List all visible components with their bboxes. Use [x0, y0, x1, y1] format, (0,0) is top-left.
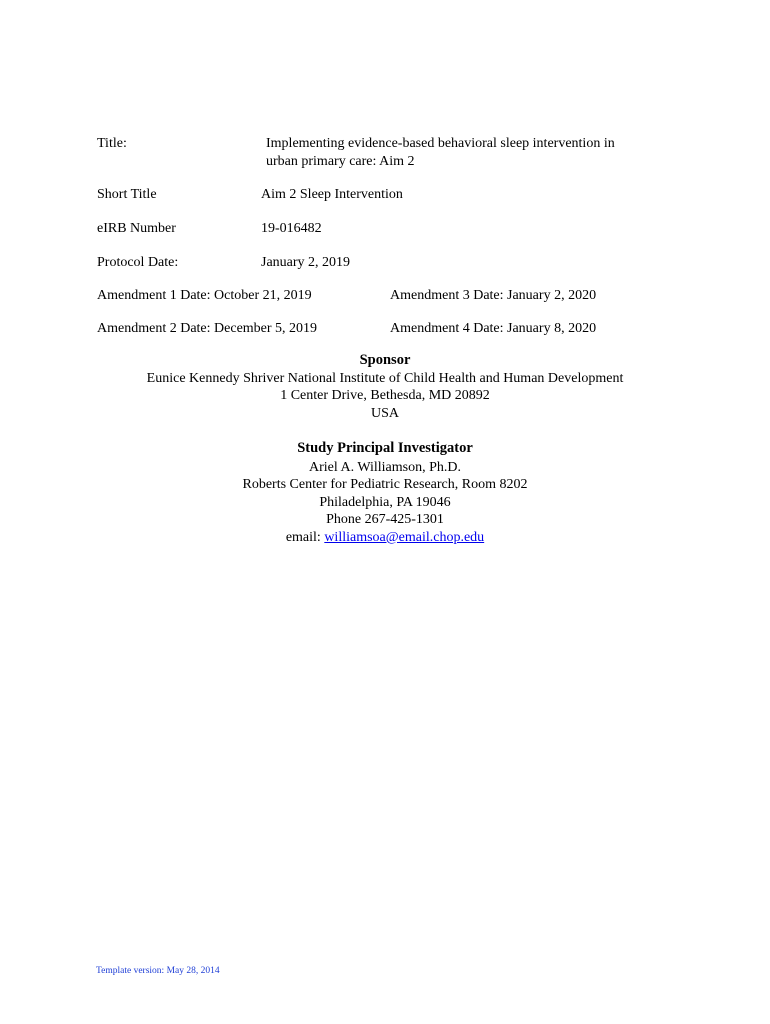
eirb-number-label: eIRB Number [97, 221, 176, 236]
investigator-email-line [0, 529, 770, 547]
amendment-3-date: Amendment 3 Date: January 2, 2020 [390, 288, 597, 303]
sponsor-section [0, 352, 770, 422]
protocol-date-label: Protocol Date: [97, 255, 179, 270]
investigator-name: Ariel A. Williamson, Ph.D. [308, 459, 461, 475]
amendment-2-date: Amendment 2 Date: December 5, 2019 [97, 321, 318, 336]
email-label: email: [285, 529, 325, 545]
sponsor-address: 1 Center Drive, Bethesda, MD 20892 [280, 388, 490, 403]
template-version: Template version: May 28, 2014 [96, 966, 220, 976]
title-value-line2: urban primary care: Aim 2 [266, 154, 415, 169]
title-value-line1: Implementing evidence-based behavioral sleep intervention in [266, 136, 615, 151]
investigator-heading: Study Principal Investigator [297, 440, 473, 456]
investigator-city: Philadelphia, PA 19046 [319, 494, 451, 510]
short-title-label: Short Title [97, 187, 157, 202]
investigator-phone: Phone 267-425-1301 [326, 512, 444, 527]
amendment-4-date: Amendment 4 Date: January 8, 2020 [390, 321, 597, 336]
sponsor-heading: Sponsor [359, 352, 411, 368]
protocol-date-value: January 2, 2019 [261, 255, 351, 270]
sponsor-name: Eunice Kennedy Shriver National Institute of Child Health and Human Development [146, 370, 624, 386]
investigator-organization: Roberts Center for Pediatric Research, Room 8202 [242, 477, 528, 492]
eirb-number-value: 19-016482 [261, 221, 322, 236]
email-link[interactable]: williamsoa@email.chop.edu [324, 529, 485, 545]
sponsor-country: USA [370, 405, 399, 421]
short-title-value: Aim 2 Sleep Intervention [261, 187, 403, 202]
title-label: Title: [97, 136, 127, 151]
amendment-1-date: Amendment 1 Date: October 21, 2019 [97, 288, 312, 303]
investigator-section [0, 440, 770, 546]
